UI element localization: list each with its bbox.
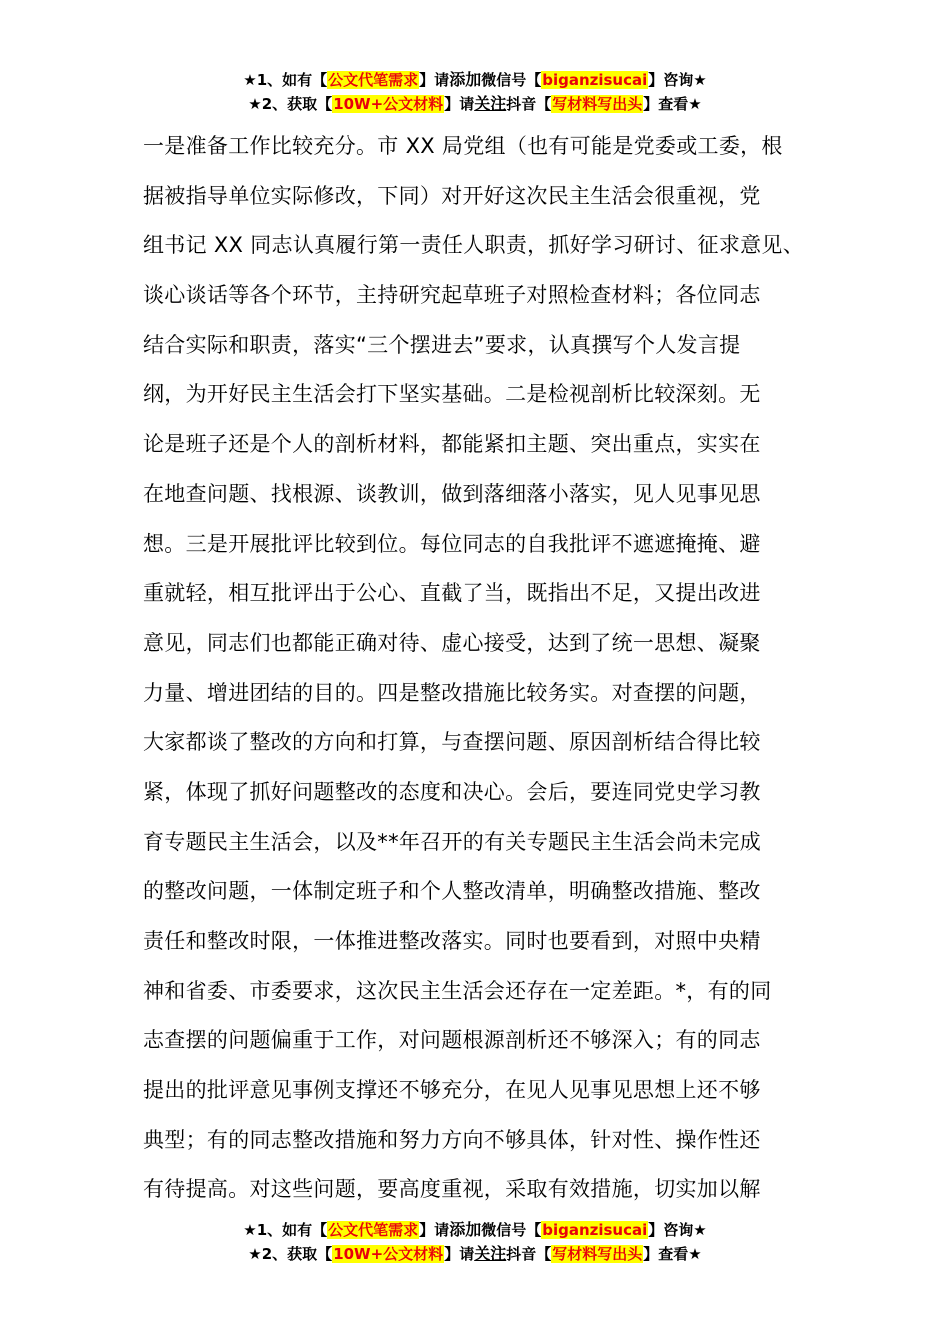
body-line: 组书记 XX 同志认真履行第一责任人职责，抓好学习研讨、征求意见、: [143, 233, 805, 258]
banner-text: 抖音【: [506, 1245, 552, 1263]
highlight-wechat-id: biganzisucai: [542, 71, 648, 89]
highlight-douyin: 写材料写出头: [552, 1245, 643, 1263]
body-line: 结合实际和职责，落实“三个摆进去”要求，认真撰写个人发言提: [143, 332, 741, 357]
banner-text: ★1、如有【: [243, 71, 328, 89]
body-line: 谈心谈话等各个环节，主持研究起草班子对照检查材料；各位同志: [143, 283, 761, 308]
banner-text: 】请: [419, 1221, 450, 1239]
body-line: 有待提高。对这些问题，要高度重视，采取有效措施，切实加以解: [143, 1177, 761, 1202]
body-line: 据被指导单位实际修改，下同）对开好这次民主生活会很重视，党: [143, 183, 761, 208]
body-line: 大家都谈了整改的方向和打算，与查摆问题、原因剖析结合得比较: [143, 730, 761, 755]
banner-text: 】请: [444, 1245, 475, 1263]
highlight-ghostwriting: 公文代笔需求: [328, 1221, 419, 1239]
body-line: 育专题民主生活会，以及**年召开的有关专题民主生活会尚未完成: [143, 829, 761, 854]
banner-text: 】请: [419, 71, 450, 89]
body-line: 力量、增进团结的目的。四是整改措施比较务实。对查摆的问题，: [143, 680, 761, 705]
banner-emphasis: 关注: [474, 1244, 507, 1263]
banner-text: ★2、获取【: [248, 95, 333, 113]
body-line: 纲，为开好民主生活会打下坚实基础。二是检视剖析比较深刻。无: [143, 382, 761, 407]
highlight-douyin: 写材料写出头: [552, 95, 643, 113]
highlight-ghostwriting: 公文代笔需求: [328, 71, 419, 89]
banner-text: 】咨询★: [648, 71, 707, 89]
banner-text: 微信号【: [481, 71, 542, 89]
body-line: 重就轻，相互批评出于公心、直截了当，既指出不足，又提出改进: [143, 581, 761, 606]
banner-text: 】查看★: [643, 95, 702, 113]
banner-line-2: [0, 1242, 950, 1266]
body-line: 神和省委、市委要求，这次民主生活会还存在一定差距。*，有的同: [143, 978, 772, 1003]
highlight-materials: 10W+公文材料: [333, 95, 444, 113]
banner-emphasis: 添加: [449, 1220, 482, 1239]
banner-text: 】请: [444, 95, 475, 113]
banner-emphasis: 关注: [474, 94, 507, 113]
body-line: 想。三是开展批评比较到位。每位同志的自我批评不遮遮掩掩、避: [143, 531, 761, 556]
banner-line-1: [0, 68, 950, 92]
footer-banner: [0, 1218, 950, 1266]
body-line: 论是班子还是个人的剖析材料，都能紧扣主题、突出重点，实实在: [143, 432, 761, 457]
body-line: 典型；有的同志整改措施和努力方向不够具体，针对性、操作性还: [143, 1127, 761, 1152]
body-line: 的整改问题，一体制定班子和个人整改清单，明确整改措施、整改: [143, 879, 761, 904]
body-line: 志查摆的问题偏重于工作，对问题根源剖析还不够深入；有的同志: [143, 1028, 761, 1053]
banner-text: 】查看★: [643, 1245, 702, 1263]
document-body: [143, 122, 823, 1215]
body-line: 一是准备工作比较充分。市 XX 局党组（也有可能是党委或工委，根: [143, 134, 783, 158]
body-line: 责任和整改时限，一体推进整改落实。同时也要看到，对照中央精: [143, 929, 761, 953]
banner-line-2: [0, 92, 950, 116]
body-line: 紧，体现了抓好问题整改的态度和决心。会后，要连同党史学习教: [143, 779, 761, 804]
body-line: 意见，同志们也都能正确对待、虚心接受，达到了统一思想、凝聚: [143, 630, 761, 655]
highlight-materials: 10W+公文材料: [333, 1245, 444, 1263]
body-line: 在地查问题、找根源、谈教训，做到落细落小落实，见人见事见思: [143, 481, 761, 506]
banner-emphasis: 添加: [449, 70, 482, 89]
header-banner: [0, 68, 950, 116]
banner-text: ★2、获取【: [248, 1245, 333, 1263]
banner-text: 抖音【: [506, 95, 552, 113]
body-line: 提出的批评意见事例支撑还不够充分，在见人见事见思想上还不够: [143, 1078, 761, 1103]
banner-text: 微信号【: [481, 1221, 542, 1239]
banner-line-1: [0, 1218, 950, 1242]
banner-text: 】咨询★: [648, 1221, 707, 1239]
banner-text: ★1、如有【: [243, 1221, 328, 1239]
highlight-wechat-id: biganzisucai: [542, 1221, 648, 1239]
